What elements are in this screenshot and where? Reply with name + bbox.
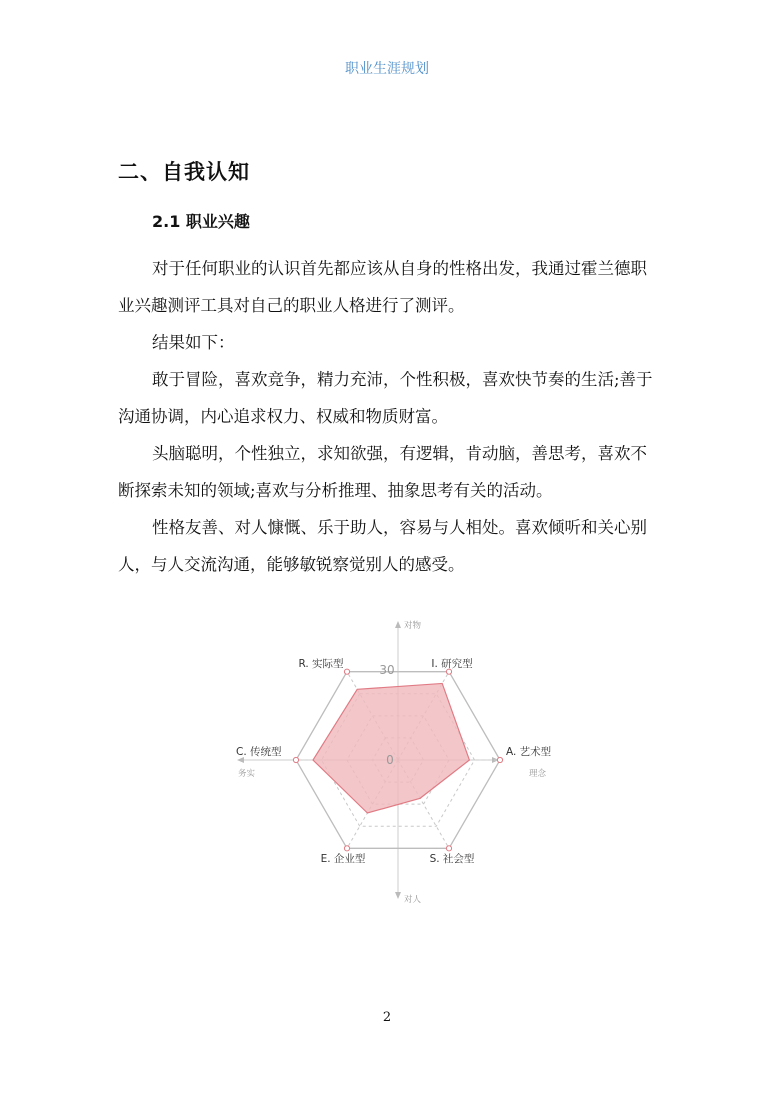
subsection-title: 2.1 职业兴趣: [152, 212, 250, 231]
tick-label-min: 0: [386, 753, 394, 767]
paragraph-4: 头脑聪明，个性独立，求知欲强，有逻辑，肯动脑，善思考，喜欢不断探索未知的领域;喜欢与分析推理、抽象思考有关的活动。: [118, 444, 647, 500]
paragraph-5: 性格友善、对人慷慨、乐于助人，容易与人相处。喜欢倾听和关心别人，与人交流沟通，能够敏锐察觉别人的感受。: [118, 518, 647, 574]
body-text: [118, 250, 660, 583]
page-number: 2: [382, 1010, 392, 1025]
axis-label-1: R. 实际型: [298, 658, 344, 670]
axis-label-4: S. 社会型: [429, 853, 475, 865]
paragraph-1: 对于任何职业的认识首先都应该从自身的性格出发，我通过霍兰德职业兴趣测评工具对自己的职业人格进行了测评。: [118, 259, 647, 315]
axis-label-2: I. 研究型: [431, 658, 473, 670]
section-title: 二、自我认知: [118, 160, 250, 184]
page-header: 职业生涯规划: [345, 61, 429, 77]
holland-radar-chart: [228, 612, 558, 908]
dimension-label-top: 对物: [404, 621, 422, 631]
axis-label-3: A. 艺术型: [506, 746, 552, 758]
dimension-label-left: 务实: [238, 769, 256, 779]
axis-label-6: C. 传统型: [236, 746, 282, 758]
vertex-dot-4: [446, 846, 451, 851]
dimension-label-bottom: 对人: [404, 895, 422, 905]
paragraph-3: 敢于冒险，喜欢竞争，精力充沛，个性积极，喜欢快节奏的生活;善于沟通协调，内心追求权力、权威和物质财富。: [118, 370, 653, 426]
dimension-label-right: 理念: [528, 769, 546, 779]
vertex-dot-1: [344, 669, 349, 674]
vertex-dot-3: [497, 757, 502, 762]
tick-label-max: 30: [379, 663, 395, 677]
axis-label-5: E. 企业型: [320, 853, 366, 865]
vertex-dot-6: [293, 757, 298, 762]
paragraph-2: 结果如下：: [152, 333, 235, 352]
data-area: [313, 683, 469, 813]
arrow-down-icon: [395, 892, 401, 899]
vertex-dot-5: [344, 846, 349, 851]
arrow-up-icon: [395, 621, 401, 628]
